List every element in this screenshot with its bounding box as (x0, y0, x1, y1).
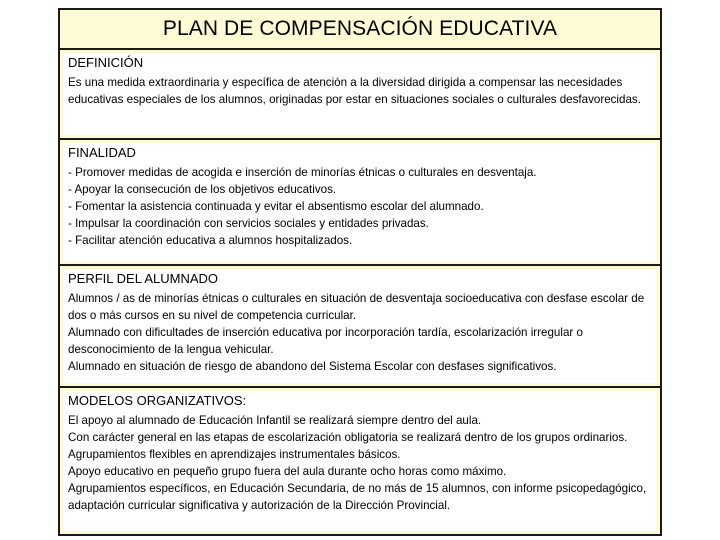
list-item: - Impulsar la coordinación con servicios sociales y entidades privadas. (68, 217, 429, 230)
list-item: Apoyo educativo en pequeño grupo fuera del aula durante ocho horas como máximo. (68, 465, 507, 478)
list-item: - Facilitar atención educativa a alumnos hospitalizados. (68, 234, 353, 247)
section-definicion-body (64, 53, 656, 135)
section-heading: PERFIL DEL ALUMNADO (68, 271, 219, 286)
section-definicion (60, 50, 660, 138)
list-item: Agrupamientos específicos, en Educación Secundaria, de no más de 15 alumnos, con informe psicopedagógico, adaptación curricular significativa y autorización de la Dirección Provincial. (68, 482, 647, 512)
list-item: Con carácter general en las etapas de escolarización obligatoria se realizará dentro de los grupos ordinarios. (68, 431, 628, 444)
section-perfil (60, 266, 660, 386)
list-item: Alumnado en situación de riesgo de abandono del Sistema Escolar con desfases significativos. (68, 360, 557, 373)
section-modelos-body (64, 391, 656, 531)
section-perfil-body (64, 269, 656, 383)
section-heading: DEFINICIÓN (68, 55, 144, 70)
list-item: - Apoyar la consecución de los objetivos educativos. (68, 183, 337, 196)
list-item: - Fomentar la asistencia continuada y evitar el absentismo escolar del alumnado. (68, 200, 484, 213)
list-item: Alumnos / as de minorías étnicas o culturales en situación de desventaja socioeducativa con desfase escolar de dos o más cursos en su nivel de competencia curricular. (68, 292, 645, 322)
section-heading: FINALIDAD (68, 145, 136, 160)
list-item: - Promover medidas de acogida e inserción de minorías étnicas o culturales en desventaja. (68, 166, 537, 179)
page-title: PLAN DE COMPENSACIÓN EDUCATIVA (60, 10, 660, 50)
list-item: Agrupamientos flexibles en aprendizajes instrumentales básicos. (68, 448, 401, 461)
section-heading: MODELOS ORGANIZATIVOS: (68, 393, 247, 408)
list-item: El apoyo al alumnado de Educación Infantil se realizará siempre dentro del aula. (68, 414, 482, 427)
compensation-plan-table (58, 8, 662, 536)
section-finalidad (60, 140, 660, 264)
list-item: Alumnado con dificultades de inserción educativa por incorporación tardía, escolarización irregular o desconocimiento de la lengua vehicular. (68, 326, 583, 356)
section-modelos (60, 388, 660, 534)
definition-text: Es una medida extraordinaria y específica de atención a la diversidad dirigida a compensar las necesidades educativas especiales de los alumnos, originadas por estar en situaciones sociales o culturales desfavorecidas. (68, 76, 641, 106)
section-finalidad-body (64, 143, 656, 261)
